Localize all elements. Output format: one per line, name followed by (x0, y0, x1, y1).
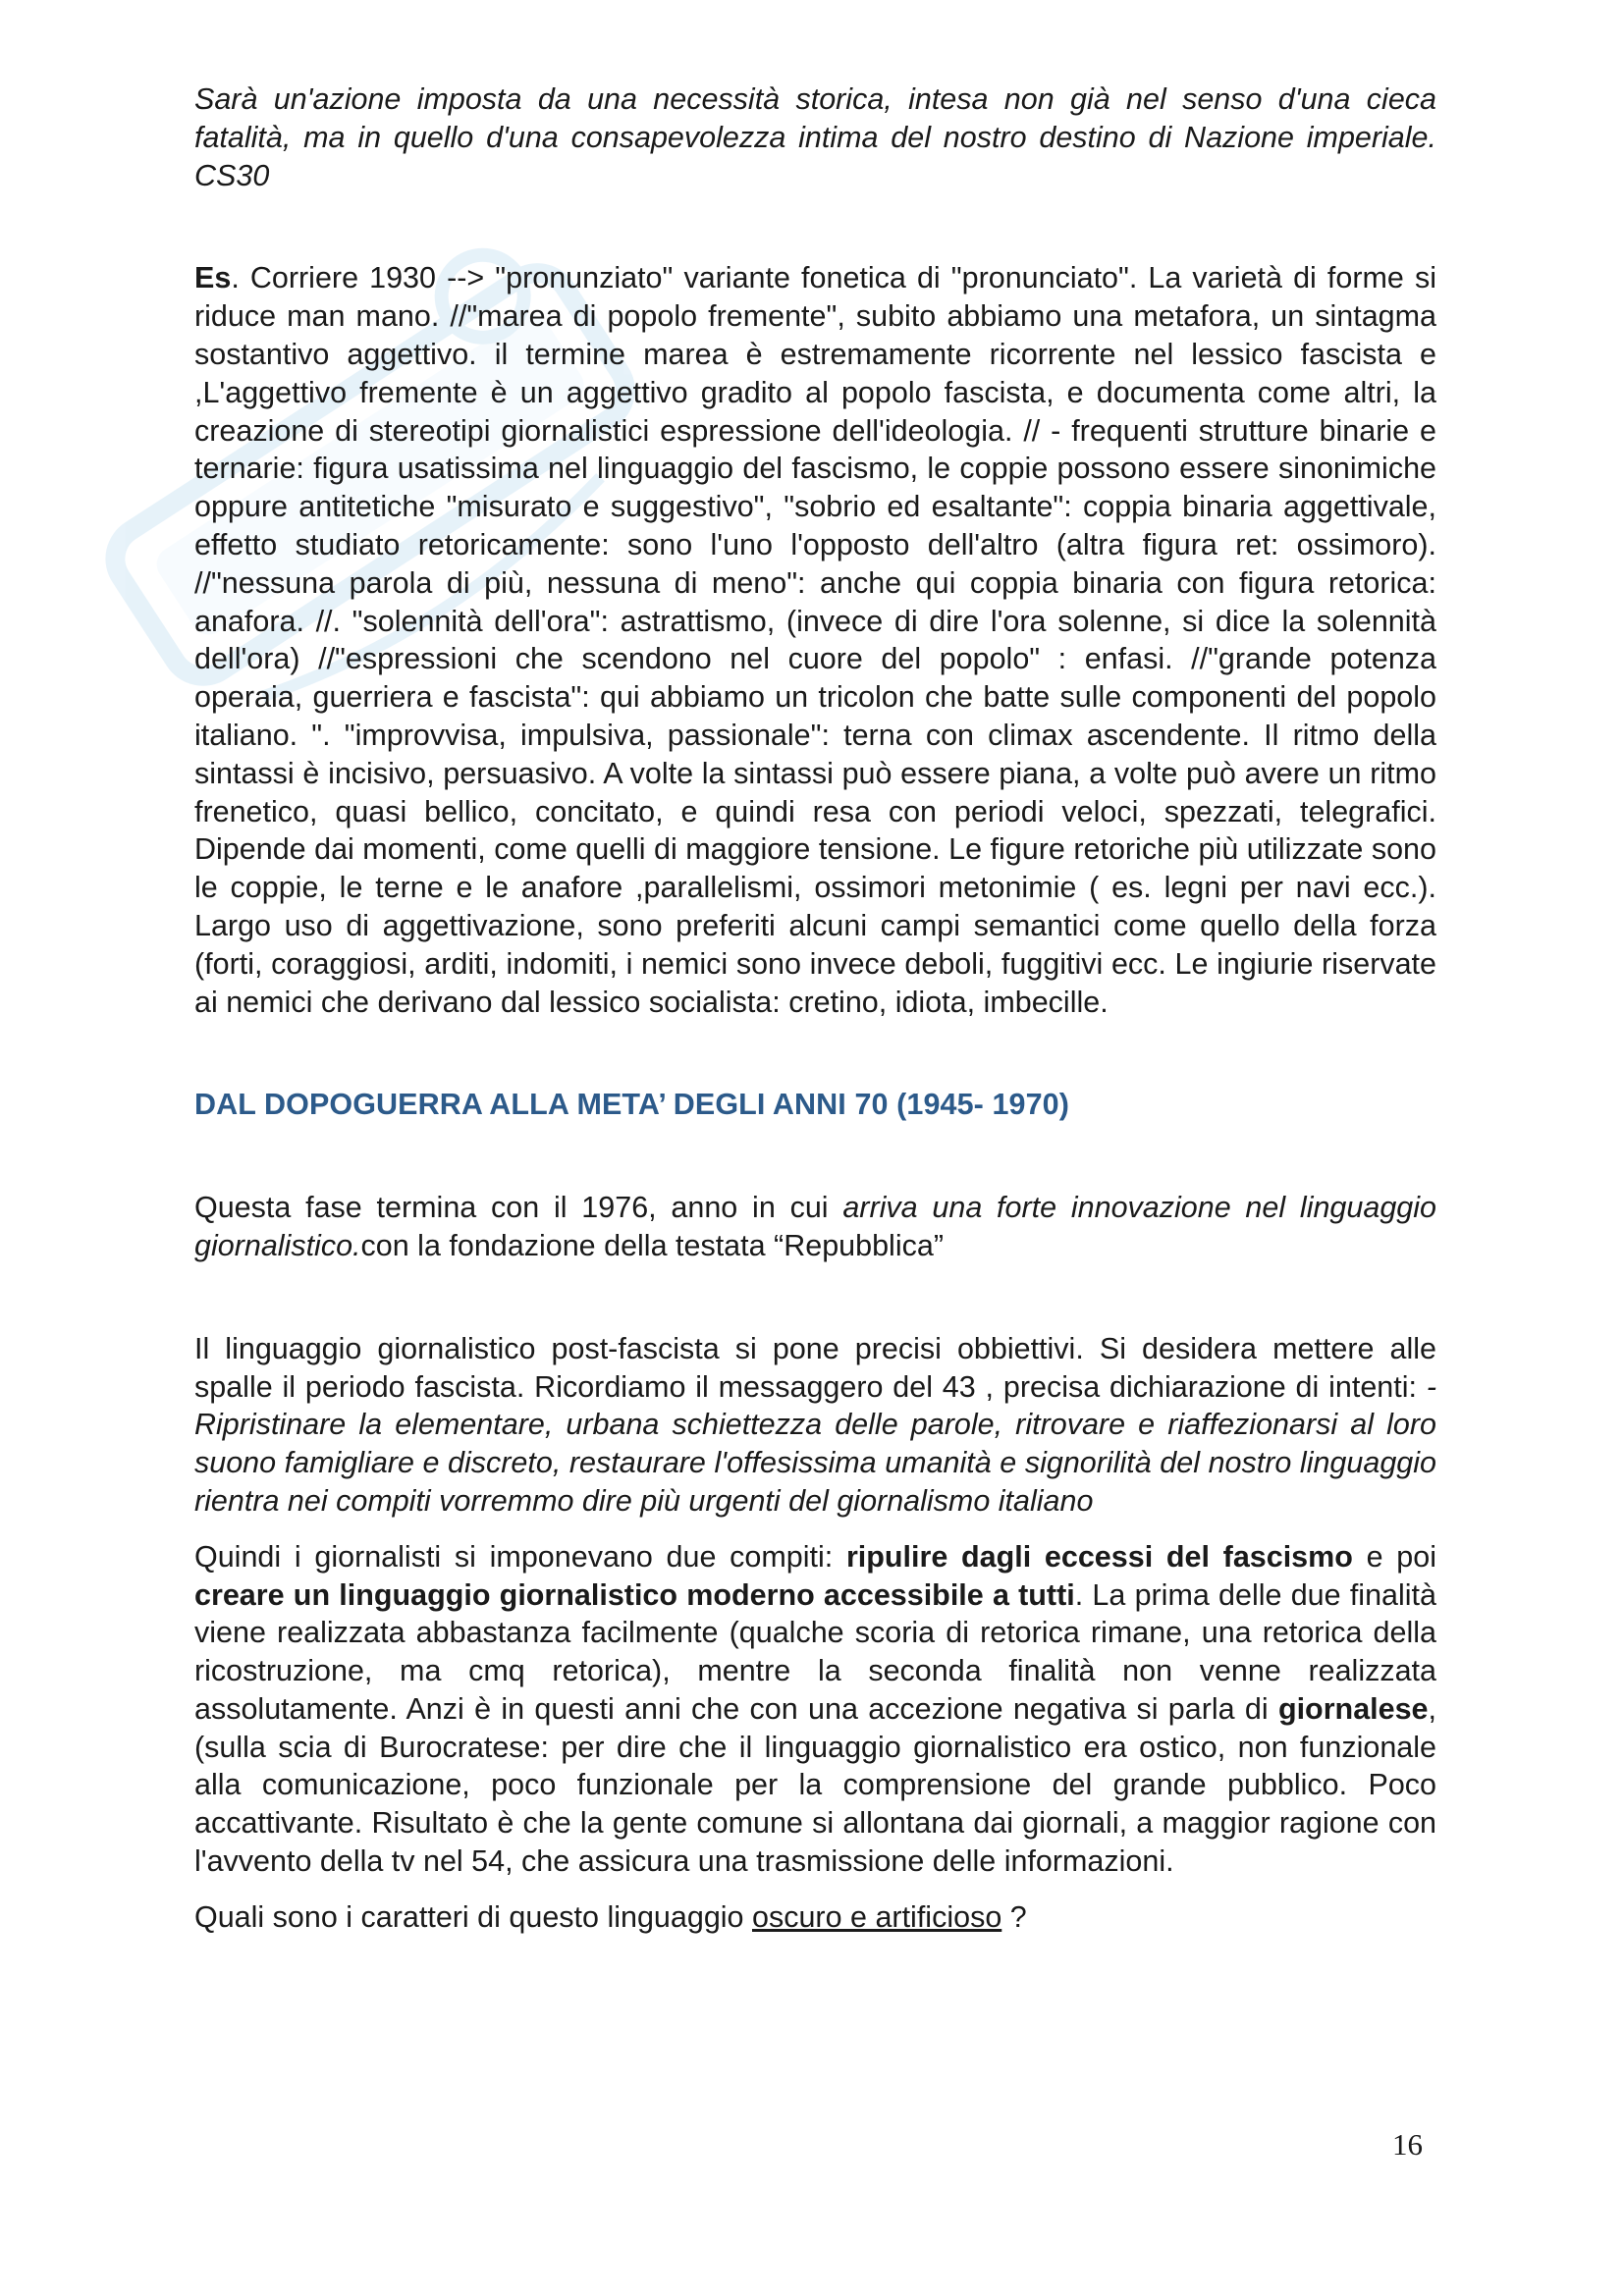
spacer (194, 1265, 1436, 1330)
section-heading: DAL DOPOGUERRA ALLA META’ DEGLI ANNI 70 (1945- 1970) (194, 1088, 1069, 1122)
question-underlined: oscuro e artificioso (752, 1899, 1002, 1934)
document-body (194, 80, 1436, 1937)
postfascist-quote: -Ripristinare la elementare, urbana schiettezza delle parole, ritrovare e riaffezionarsi al loro suono famigliare e discreto, restaurare l'offesissima umanità e signorilità del nostro linguaggio rientra nei compiti vorremmo dire più urgenti del giornalismo italiano (194, 1369, 1436, 1518)
tasks-text-e: . La prima delle due finalità viene realizzata abbastanza facilmente (qualche scoria di retorica rimane, una retorica della ricostruzione, ma cmq retorica), mentre la seconda finalità non venne realizzata assolutamente. Anzi è in questi anni che con una accezione negativa si parla di (194, 1577, 1436, 1726)
tasks-text-c: e poi (1352, 1539, 1436, 1574)
question-text-c: ? (1001, 1899, 1027, 1934)
phase-text-end: con la fondazione della testata “Repubblica” (360, 1228, 944, 1262)
example-label: Es (194, 261, 232, 295)
spacer (194, 1881, 1436, 1898)
question-paragraph (194, 1898, 1436, 1937)
tasks-bold-f: giornalese (1277, 1691, 1429, 1726)
postfascist-text: Il linguaggio giornalistico post-fascista si pone precisi obbiettivi. Si desidera mettere alle spalle il periodo fascista. Ricordiamo il messaggero del 43 , precisa dichiarazione di intenti: (194, 1331, 1436, 1404)
spacer (194, 194, 1436, 259)
quote-paragraph: Sarà un'azione imposta da una necessità storica, intesa non già nel senso d'una cieca fatalità, ma in quello d'una consapevolezza intima del nostro destino di Nazione imperiale. CS30 (194, 82, 1436, 192)
tasks-bold-d: creare un linguaggio giornalistico moderno accessibile a tutti (194, 1577, 1075, 1612)
question-text-a: Quali sono i caratteri di questo linguaggio (194, 1899, 752, 1934)
example-paragraph (194, 259, 1436, 1021)
phase-text-intro: Questa fase termina con il 1976, anno in cui (194, 1191, 843, 1225)
tasks-text-a: Quindi i giornalisti si imponevano due compiti: (194, 1539, 846, 1574)
example-text: . Corriere 1930 --> "pronunziato" variante fonetica di "pronunciato". La varietà di forme si riduce man mano. //"marea di popolo fremente", subito abbiamo una metafora, un sintagma sostantivo aggettivo. il termine marea è estremamente ricorrente nel lessico fascista e ,L'aggettivo fremente è un aggettivo gradito al popolo fascista, e documenta come altri, la creazione di stereotipi giornalistici espressione dell'ideologia. // - frequenti strutture binarie e ternarie: figura usatissima nel linguaggio del fascismo, le coppie possono essere sinonimiche oppure antitetiche "misurato e suggestivo", "sobrio ed esaltante": coppia binaria aggettivale, effetto studiato retoricamente: sono l'uno l'opposto dell'altro (altra figura ret: ossimoro). //"nessuna parola di più, nessuna di meno": anche qui coppia binaria con figura retorica: anafora. //. "solennità dell'ora": astrattismo, (invece di dire l'ora solenne, si dice la solennità dell'ora) //"espressioni che scendono nel cuore del popolo" : enfasi. //"grande potenza operaia, guerriera e fascista": qui abbiamo un tricolon che batte sulle componenti del popolo italiano. ". "improvvisa, impulsiva, passionale": terna con climax ascendente. Il ritmo della sintassi è incisivo, persuasivo. A volte la sintassi può essere piana, a volte può avere un ritmo frenetico, quasi bellico, concitato, e quindi resa con periodi veloci, spezzati, telegrafici. Dipende dai momenti, come quelli di maggiore tensione. Le figure retoriche più utilizzate sono le coppie, le terne e le anafore ,parallelismi, ossimori metonimie ( es. legni per navi ecc.). Largo uso di aggettivazione, sono preferiti alcuni campi semantici come quello della forza (forti, coraggiosi, arditi, indomiti, i nemici sono invece deboli, fuggitivi ecc. Le ingiurie riservate ai nemici che derivano dal lessico socialista: cretino, idiota, imbecille. (194, 261, 1436, 1019)
tasks-text-g: , (sulla scia di Burocratese: per dire che il linguaggio giornalistico era ostico, non funzionale alla comunicazione, poco funzionale per la comprensione del grande pubblico. Poco accattivante. Risultato è che la gente comune si allontana dai giornali, a maggior ragione con l'avvento della tv nel 54, che assicura una trasmissione delle informazioni. (194, 1691, 1436, 1879)
tasks-bold-a: ripulire dagli eccessi del fascismo (845, 1539, 1353, 1574)
spacer (194, 1124, 1436, 1189)
phase-text-italic: arriva una forte innovazione nel linguaggio giornalistico. (194, 1191, 1436, 1262)
postfascist-paragraph (194, 1330, 1436, 1521)
tasks-paragraph (194, 1538, 1436, 1881)
spacer (194, 1521, 1436, 1538)
page-number: 16 (1392, 2127, 1423, 2162)
spacer (194, 1021, 1436, 1086)
phase-paragraph (194, 1189, 1436, 1265)
